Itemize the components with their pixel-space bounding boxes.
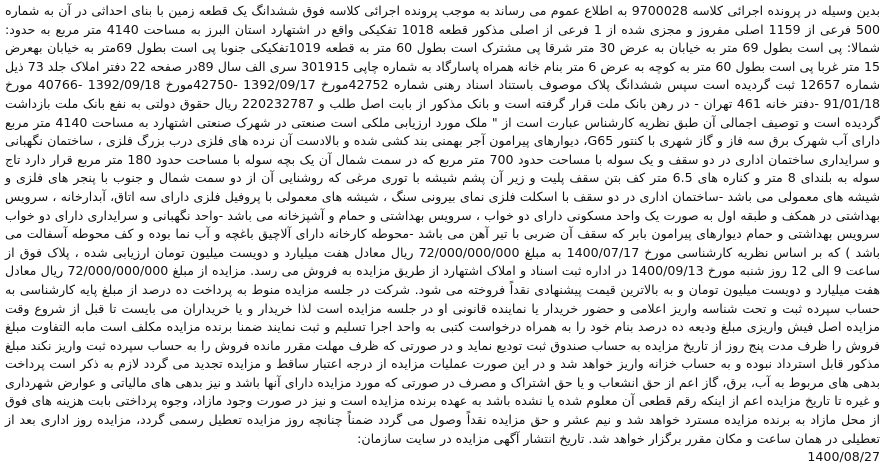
publication-date: 1400/08/27 xyxy=(807,449,880,465)
notice-body: بدین وسیله در پرونده اجرائی کلاسه 9700028 به اطلاع عموم می رساند به موجب پرونده اجرائی کلاسه فوق ششدانگ یک قطعه زمین با بنای احداثی در آن به شماره 500 فرعی از 1159 اصلی مفروز و مجزی شده از 1 فرعی از اصلی مذکور قطعه 1018 تفکیکی واقع در اشتهارد استان البرز به مساحت 4140 متر مربع به حدود: شمالا: پی است بطول 69 متر به خیابان به عرض 30 متر شرقا پی مشترک است بطول 60 متر به قطعه 1019تفکیکی جنوبا پی است بطول 69متر به خیابان بهعرض 15 متر غربا پی است بطول 60 متر به کوچه به عرض 6 متر بنام خانه همراه پاسارگاد به شماره چاپی 301915 سری الف سال 89در صفحه 22 دفتر املاک جلد 73 ذیل شماره 12657 ثبت گردیده است سپس ششدانگ پلاک موصوف باستناد اسناد رهنی شماره 42752مورخ 1392/09/17 -42750مورخ 1392/09/18 -40766 مورخ 91/01/18 -دفتر خانه 461 تهران - در رهن بانک ملت قرار گرفته است و بانک مذکور از بابت اصل طلب و 220232787 ریال حقوق دولتی به نفع بانک ملت بازداشت گردیده است و توصیف اجمالی آن طبق نظریه کارشناس عبارت است از " ملک مورد ارزیابی ملکی است صنعتی در شهرک صنعتی اشتهارد به مساحت 4140 متر مربع دارای آب شهرک برق سه فاز و گاز شهری با کنتور G65، دیوارهای پیرامون آجر بهمنی بند کشی شده و بالادست آن نرده های فلزی درب بزرگ فلزی ، ساختمان نگهبانی و سرایداری ساختمان اداری در دو سقف و یک سوله با مساحت حدود 700 متر مربع که در سمت شمال آن یک بچه سوله با مساحت حدود 180 متر مربع قرار دارد تاج سوله به بلندای 8 متر و کناره های 6.5 متر کف بتن سقف پلیت و زیر آن پشم شیشه با توری مرغی که روشنایی آن از دو سمت شمال و جنوب با پنجر های فلزی و شیشه های معمولی می باشد -ساختمان اداری در دو سقف با اسکلت فلزی نمای بیرونی سنگ ، شیشه های معمولی با پروفیل فلزی دارای سه اتاق، آبدارخانه ، سرویس بهداشتی در همکف و طبقه اول به صورت یک واحد مسکونی دارای دو خواب ، سرویس بهداشتی و حمام و آشپزخانه می باشد -واحد نگهبانی و سرایداری دارای دو خواب سرویس بهداشتی و حمام دیوارهای پیرامون بابر که سقف آن ضربی با تیر آهن می باشد -محوطه کارخانه دارای آلاچیق باغچه و آب نما بوده و کف محوطه آسفالت می باشد ) که بر اساس نظریه کارشناسی مورخ 1400/07/17 به مبلغ 72/000/000/000 ریال معادل هفت میلیارد و دویست میلیون تومان ارزیابی شده ، پلاک فوق از ساعت 9 الی 12 روز شنبه مورخ 1400/09/13 در اداره ثبت اسناد و املاک اشتهارد از طریق مزایده به فروش می رسد. مزایده از مبلغ 72/000/000/000 ریال معادل هفت میلیارد و دویست میلیون تومان و به بالاترین قیمت پیشنهادی نقداً فروخته می شود. شرکت در جلسه مزایده منوط به پرداخت ده درصد از مبلغ پایه کارشناسی به حساب سپرده ثبت و تحت شناسه واریز اعلامی و حضور خریدار یا نماینده قانونی او در جلسه مزایده است لذا خریدار و یا خریداران می بایست تا قبل از شروع وقت مزایده اصل فیش واریزی مبلغ ودیعه ده درصد بنام خود را به همراه درخواست کتبی به واحد اجرا تسلیم و ثبت نمایند ضمنا برنده مزایده مکلف است مابه التفاوت مبلغ فروش را ظرف مدت پنج روز از تاریخ مزایده به حساب صندوق ثبت تودیع نماید و در صورتی که ظرف مهلت مقرر مانده فروش را به حساب سپرده ثبت واریز نکند مبلغ مذکور قابل استرداد نبوده و به حساب خزانه واریز خواهد شد و در این صورت عملیات مزایده از درجه اعتبار ساقط و مزایده تجدید می گردد لازم به ذکر است پرداخت بدهی های مربوط به آب، برق، گاز اعم از حق انشعاب و یا حق اشتراک و مصرف در صورتی که مورد مزایده دارای آنها باشد و نیز بدهی های مالیاتی و عوارض شهرداری و غیره تا تاریخ مزایده اعم از اینکه رقم قطعی آن معلوم شده یا نشده باشد به عهده برنده مزایده است و نیز در صورت وجود مازاد، وجوه پرداختی بابت هزینه های فوق از محل مازاد به برنده مزایده مسترد خواهد شد و نیم عشر و حق مزایده نقداً وصول می گردد ضمناً چنانچه روز مزایده تعطیل رسمی گردد، مزایده روز اداری بعد از تعطیلی در همان ساعت و مکان مقرر برگزار خواهد شد. تاریخ انتشار آگهی مزایده در سایت سازمان: xyxy=(5,3,881,446)
notice-paragraph xyxy=(5,2,880,467)
